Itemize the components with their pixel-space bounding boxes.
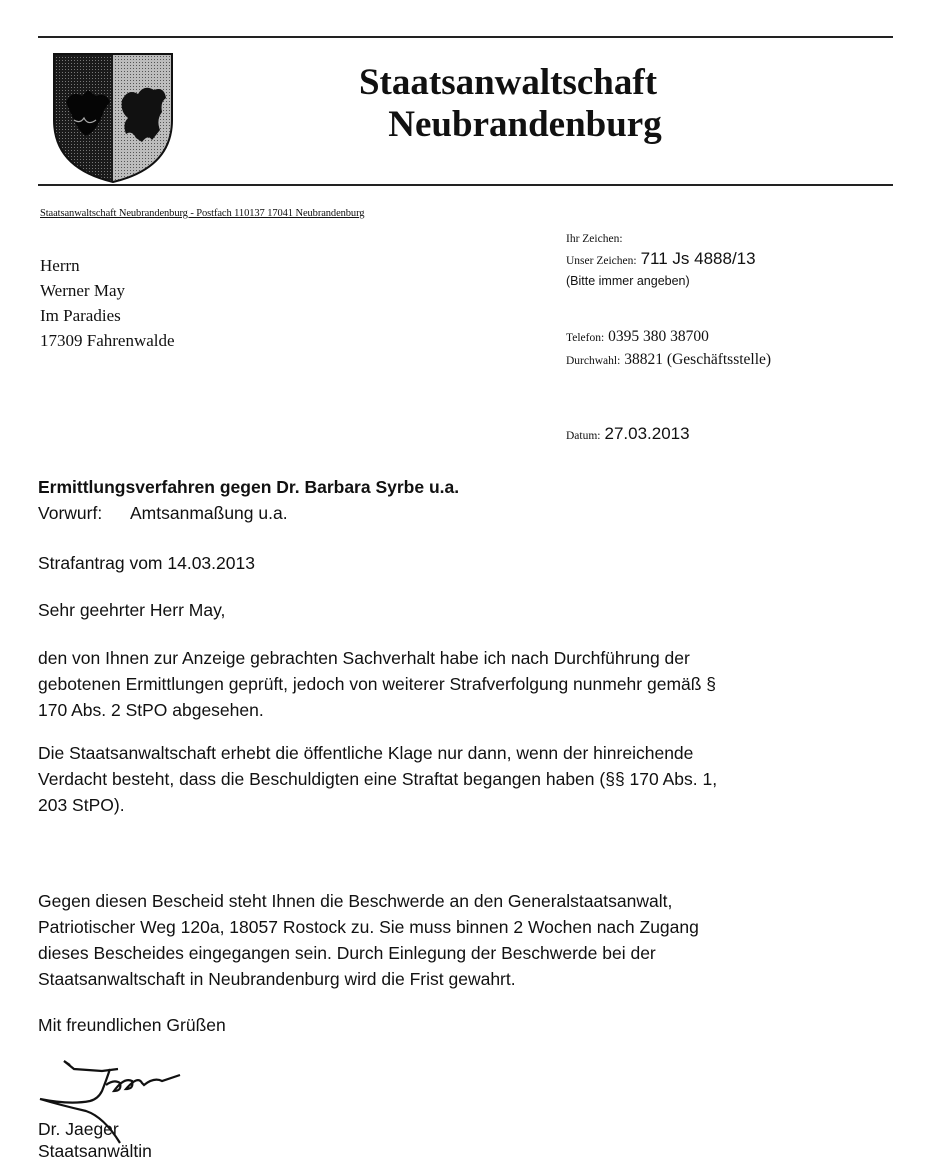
- paragraph-line: 203 StPO).: [38, 795, 125, 815]
- datum-value: 27.03.2013: [604, 424, 690, 443]
- strafantrag-line: Strafantrag vom 14.03.2013: [38, 553, 255, 573]
- telefon-value: 0395 380 38700: [608, 328, 709, 345]
- unser-zeichen-value: 711 Js 4888/13: [640, 249, 756, 268]
- date-block: [566, 424, 690, 444]
- letterhead-title: [298, 62, 718, 146]
- vorwurf-line: [38, 500, 898, 526]
- telefon-label: Telefon:: [566, 332, 605, 344]
- recipient-address: [40, 253, 175, 353]
- paragraph-line: Verdacht besteht, dass die Beschuldigten eine Straftat begangen haben (§§ 170 Abs. 1,: [38, 769, 718, 789]
- header-bottom-rule: [38, 184, 893, 186]
- title-line-2: Neubrandenburg: [388, 104, 662, 145]
- recipient-city: 17309 Fahrenwalde: [40, 331, 175, 350]
- contact-block: [566, 326, 771, 372]
- signatory-block: [38, 1118, 152, 1162]
- subject-block: [38, 474, 898, 526]
- paragraph-line: dieses Bescheides eingegangen sein. Durch Einlegung der Beschwerde bei der: [38, 943, 656, 963]
- paragraph-line: Die Staatsanwaltschaft erhebt die öffentliche Klage nur dann, wenn der hinreichende: [38, 743, 694, 763]
- paragraph-line: gebotenen Ermittlungen geprüft, jedoch von weiterer Strafverfolgung nunmehr gemäß §: [38, 674, 717, 694]
- paragraph-line: 170 Abs. 2 StPO abgesehen.: [38, 700, 264, 720]
- title-line-1: Staatsanwaltschaft: [358, 62, 658, 103]
- reference-note: (Bitte immer angeben): [566, 274, 690, 288]
- header-top-rule: [38, 36, 893, 38]
- paragraph-line: den von Ihnen zur Anzeige gebrachten Sachverhalt habe ich nach Durchführung der: [38, 648, 690, 668]
- durchwahl-label: Durchwahl:: [566, 355, 621, 367]
- unser-zeichen-label: Unser Zeichen:: [566, 255, 637, 267]
- paragraph-line: Gegen diesen Bescheid steht Ihnen die Beschwerde an den Generalstaatsanwalt,: [38, 891, 673, 911]
- signatory-title: Staatsanwältin: [38, 1141, 152, 1161]
- durchwahl-value: 38821 (Geschäftsstelle): [624, 351, 772, 368]
- paragraph-2: [38, 740, 898, 818]
- sender-return-address: Staatsanwaltschaft Neubrandenburg - Postfach 110137 17041 Neubrandenburg: [40, 208, 365, 219]
- signatory-name: Dr. Jaeger: [38, 1119, 119, 1139]
- reference-block: [566, 228, 756, 291]
- closing: Mit freundlichen Grüßen: [38, 1015, 226, 1035]
- recipient-name: Werner May: [40, 281, 126, 300]
- vorwurf-label: Vorwurf:: [38, 503, 103, 523]
- paragraph-line: Patriotischer Weg 120a, 18057 Rostock zu. Sie muss binnen 2 Wochen nach Zugang: [38, 917, 699, 937]
- paragraph-line: Staatsanwaltschaft in Neubrandenburg wird die Frist gewahrt.: [38, 969, 516, 989]
- datum-label: Datum:: [566, 430, 601, 442]
- recipient-street: Im Paradies: [40, 306, 121, 325]
- coat-of-arms-icon: [52, 50, 174, 184]
- salutation: Sehr geehrter Herr May,: [38, 600, 226, 620]
- vorwurf-value: Amtsanmaßung u.a.: [130, 503, 288, 523]
- subject-title: Ermittlungsverfahren gegen Dr. Barbara Syrbe u.a.: [38, 477, 460, 497]
- ihr-zeichen-label: Ihr Zeichen:: [566, 233, 623, 245]
- paragraph-1: [38, 645, 898, 723]
- recipient-line: Herrn: [40, 256, 80, 275]
- coat-of-arms-logo: [52, 50, 174, 184]
- paragraph-3: [38, 888, 898, 992]
